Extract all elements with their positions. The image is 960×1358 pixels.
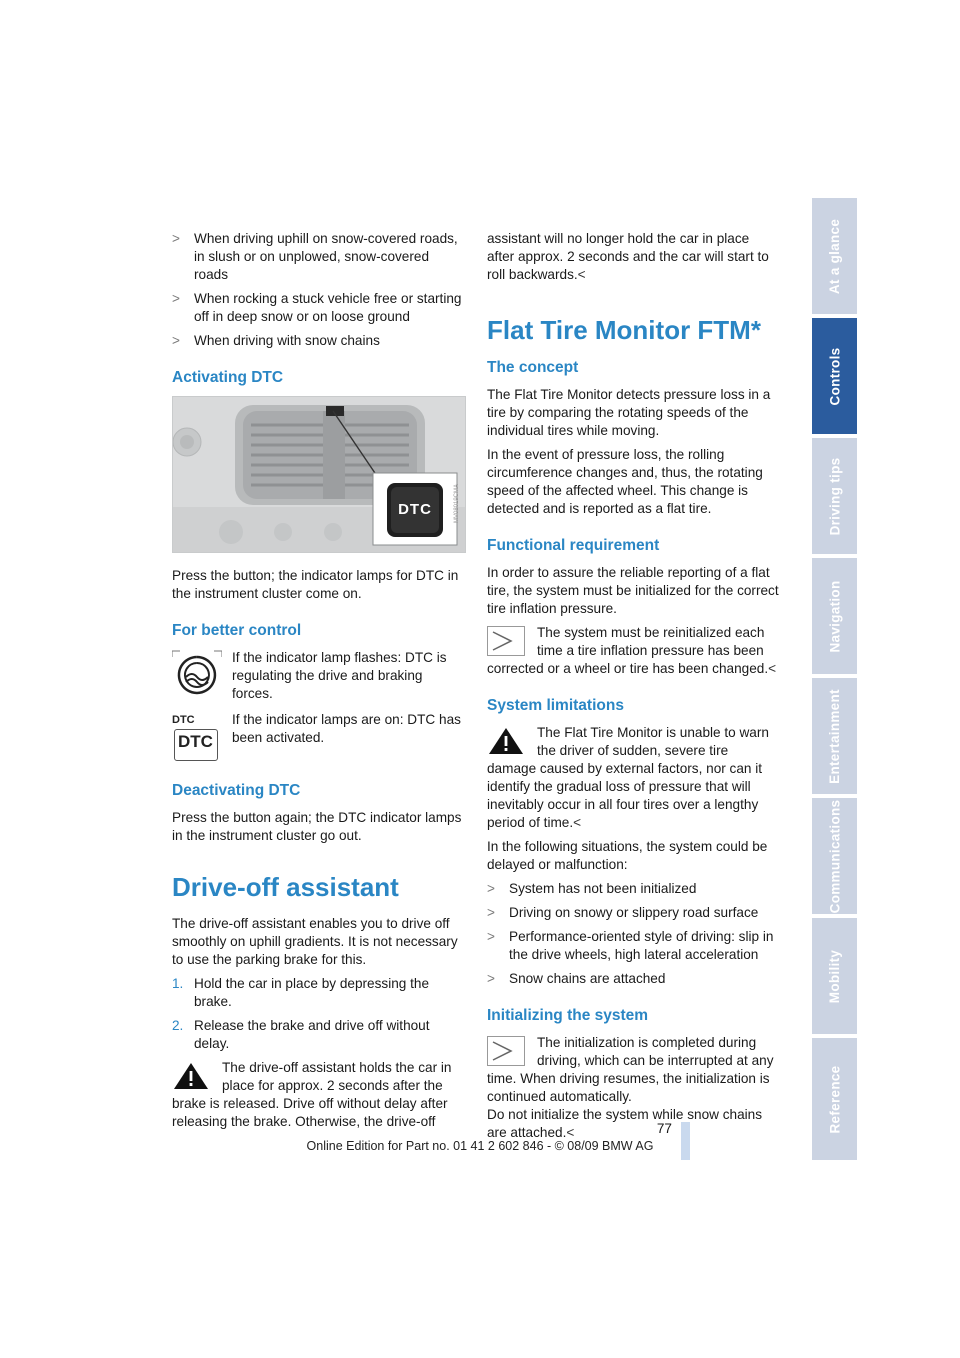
note-icon [487,626,525,656]
tab-driving-tips[interactable]: Driving tips [812,438,857,554]
step-number: 1. [172,976,184,991]
tab-at-a-glance[interactable]: At a glance [812,198,857,314]
dtc-big-label: DTC [178,732,213,751]
chapter-tab-bar [812,198,857,1160]
list-item: > Driving on snowy or slippery road surface [487,905,759,920]
end-marker: < [577,267,586,282]
deactivating-text: Press the button again; the DTC indicator lamps in the instrument cluster go out. [172,810,462,843]
list-item: > When driving uphill on snow-covered roads, in slush or on unplowed, snow-covered roads [172,231,458,282]
list-item: > When driving with snow chains [172,333,380,348]
list-item: 2. Release the brake and drive off without delay. [172,1018,430,1051]
list-item: 1. Hold the car in place by depressing the brake. [172,976,430,1009]
tab-mobility[interactable]: Mobility [812,918,857,1034]
ftm-heading: Flat Tire Monitor FTM* [487,315,761,345]
bullet-marker: > [172,291,180,306]
lamps-on-note [172,711,464,763]
tab-reference[interactable]: Reference [812,1038,857,1160]
right-column [487,230,779,1148]
end-marker: < [566,1125,575,1140]
footer: Online Edition for Part no. 01 41 2 602 846 - © 08/09 BMW AG [306,1139,654,1153]
functional-heading: Functional requirement [487,537,660,554]
limits-heading: System limitations [487,697,624,714]
functional-paragraph: In order to assure the reliable reporting of a flat tire, the system must be initialized for the correct tire inflation pressure. [487,565,779,616]
warning-triangle-icon [172,1061,210,1091]
bullet-marker: > [487,881,495,896]
dashboard-illustration [173,397,465,552]
list-item: > Snow chains are attached [487,971,666,986]
list-item: > When rocking a stuck vehicle free or starting off in deep snow or on loose ground [172,291,462,324]
bullet-marker: > [487,929,495,944]
limits-paragraph: In the following situations, the system could be delayed or malfunction: [487,839,768,872]
better-control-heading: For better control [172,622,302,639]
dtc-indicator-icon [172,711,222,763]
flash-text: If the indicator lamp flashes: DTC is regulating the drive and braking forces. [232,650,447,701]
photo-code: MV08019CMA [453,483,460,523]
drive-off-intro: The drive-off assistant enables you to drive off smoothly on uphill gradients. It is not necessary to use the parking brake for this. [172,916,458,967]
init-heading: Initializing the system [487,1007,649,1024]
bullet-marker: > [487,971,495,986]
activating-dtc-heading: Activating DTC [172,369,284,386]
list-item: > System has not been initialized [487,881,697,896]
warning-triangle-icon [487,726,525,756]
lamps-on-text: If the indicator lamps are on: DTC has been activated. [232,712,461,745]
dtc-button-label: DTC [398,501,432,518]
concept-heading: The concept [487,359,579,376]
concept-paragraph: The Flat Tire Monitor detects pressure loss in a tire by comparing the rotating speeds of the individual tires while moving. [487,387,771,438]
tab-communications[interactable]: Communications [812,798,857,914]
list-item: > Performance-oriented style of driving: slip in the drive wheels, high lateral acceleration [487,929,774,962]
bullet-marker: > [487,905,495,920]
init-note: The initialization is completed during driving, which can be interrupted at any time. When driving resumes, the initialization is continued automatically. Do not initialize the system while snow chains are attached.< [487,1035,774,1140]
deactivating-dtc-heading: Deactivating DTC [172,782,301,799]
tab-navigation[interactable]: Navigation [812,558,857,674]
left-column [172,230,464,1137]
dtc-small-label: DTC [172,714,195,726]
page-number: 77 [656,1121,672,1136]
limits-warning: The Flat Tire Monitor is unable to warn the driver of sudden, severe tire damage caused by external factors, nor can it identify the gradual loss of pressure that will inevitably occur in all four tires over a lengthy period of time.< [487,725,769,830]
drive-off-heading: Drive-off assistant [172,872,399,902]
functional-note: The system must be reinitialized each time a tire inflation pressure has been corrected or a wheel or tire has been changed.< [487,625,777,676]
note-icon [487,1036,525,1066]
concept-paragraph: In the event of pressure loss, the rolling circumference changes and, thus, the rotating speed of the affected wheel. This change is detected and is reported as a flat tire. [487,447,763,516]
tab-controls[interactable]: Controls [812,318,857,434]
flash-indicator-note [172,649,464,703]
end-marker: < [768,661,777,676]
step-number: 2. [172,1018,184,1033]
dtc-button-photo [172,396,466,553]
continued-text: assistant will no longer hold the car in place after approx. 2 seconds and the car will start to roll backwards.< [487,231,769,282]
drive-off-warning: The drive-off assistant holds the car in place for approx. 2 seconds after the brake is released. Drive off without delay after releasing the brake. Otherwise, the drive-off [172,1060,452,1129]
tab-entertainment[interactable]: Entertainment [812,678,857,794]
bullet-marker: > [172,333,180,348]
end-marker: < [573,815,582,830]
dtc-warning-lamp-icon [172,649,222,701]
press-instruction: Press the button; the indicator lamps for DTC in the instrument cluster come on. [172,568,459,601]
bullet-marker: > [172,231,180,246]
